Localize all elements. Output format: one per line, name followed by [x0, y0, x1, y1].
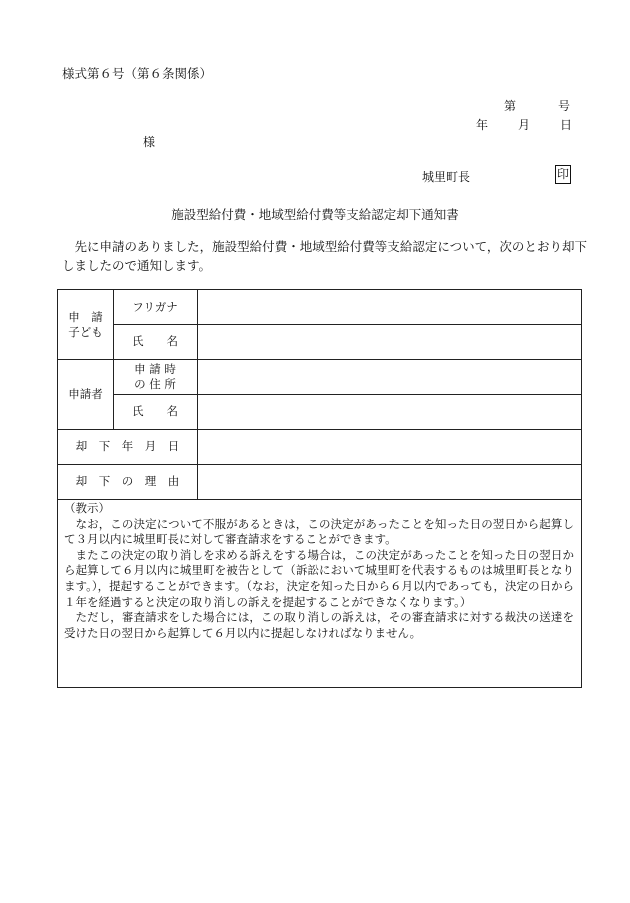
applicant-name-field[interactable]: [198, 395, 581, 429]
notice-paragraph: ただし，審査請求をした場合には，この取り消しの訴えは，その審査請求に対する裁決の送達を受けた日の翌日から起算して６月以内に提起しなければなりません。: [64, 610, 574, 640]
number-prefix: 第: [504, 99, 517, 113]
rejection-form-table: [57, 289, 582, 688]
child-group-label: 申 請 子ども: [68, 309, 103, 339]
notice-heading: （教示）: [64, 501, 110, 515]
date-day-label: 日: [560, 118, 573, 132]
rejection-date-label: 却 下 年 月 日: [75, 439, 180, 453]
number-suffix: 号: [558, 99, 571, 113]
rejection-reason-label: 却 下 の 理 由: [75, 474, 180, 488]
notice-paragraph: またこの決定の取り消しを求める訴えをする場合は，この決定があったことを知った日の翌日から起算して６月以内に城里町を被告として（訴訟において城里町を代表するものは城里町長となります。），提起することができます。（なお，決定を知った日から６月以内であっても，決定の日から１年を経過すると決定の取り消しの訴えを提起することができなくなります。）: [64, 547, 574, 609]
child-name-label: 氏 名: [132, 334, 178, 348]
document-title: 施設型給付費・地域型給付費等支給認定却下通知書: [171, 207, 459, 222]
child-furigana-field[interactable]: [198, 290, 581, 324]
row-divider: [58, 499, 581, 500]
instruction-notice: [64, 501, 574, 641]
issuer-name: 城里町長: [422, 170, 471, 184]
applicant-group-label: 申請者: [68, 386, 103, 401]
notice-paragraph: なお，この決定について不服があるときは，この決定があったことを知った日の翌日から起算して３月以内に城里町長に対して審査請求をすることができます。: [64, 516, 574, 547]
date-year-label: 年: [476, 118, 489, 132]
addressee-honorific: 様: [143, 135, 156, 149]
form-label: 様式第６号（第６条関係）: [62, 66, 213, 81]
applicant-address-label: 申 請 時 の 住 所: [134, 361, 176, 391]
date-month-label: 月: [518, 118, 531, 132]
child-name-field[interactable]: [198, 325, 581, 359]
furigana-label: フリガナ: [132, 299, 178, 314]
applicant-name-label: 氏 名: [132, 404, 178, 418]
body-text: 先に申請のありました，施設型給付費・地域型給付費等支給認定について，次のとおり却下しましたので通知します。: [62, 239, 587, 273]
seal-mark: 印: [555, 165, 571, 184]
applicant-address-field[interactable]: [198, 360, 581, 394]
rejection-reason-field[interactable]: [198, 465, 581, 499]
rejection-date-field[interactable]: [198, 430, 581, 464]
